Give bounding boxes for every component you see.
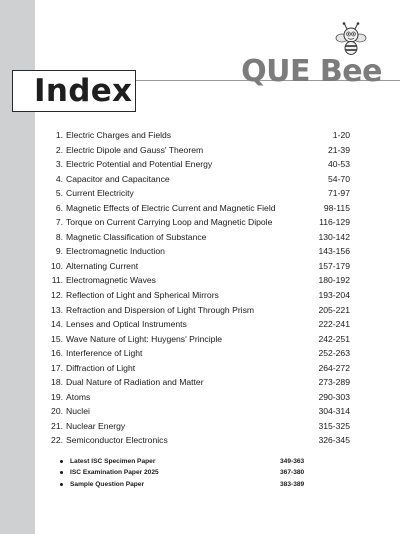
toc-number: 3. <box>55 159 63 170</box>
table-of-contents <box>50 128 350 448</box>
toc-pages: 222-241 <box>318 319 350 330</box>
toc-title: Nuclear Energy <box>66 420 126 431</box>
toc-pages: 205-221 <box>318 304 350 315</box>
toc-number: 7. <box>55 217 63 228</box>
toc-number: 6. <box>55 202 63 213</box>
toc-row <box>50 172 350 187</box>
logo-text: QUE Bee <box>241 54 382 89</box>
toc-number: 13. <box>51 304 63 315</box>
toc-number: 20. <box>51 406 63 417</box>
extra-row <box>60 456 350 467</box>
toc-row <box>50 375 350 390</box>
toc-title: Electric Potential and Potential Energy <box>66 159 213 170</box>
bullet-icon <box>60 460 63 463</box>
toc-pages: 157-179 <box>318 260 350 271</box>
toc-title: Wave Nature of Light: Huygens' Principle <box>66 333 223 344</box>
toc-row <box>50 317 350 332</box>
toc-pages: 273-289 <box>318 377 350 388</box>
toc-pages: 98-115 <box>323 202 350 213</box>
toc-number: 18. <box>51 377 63 388</box>
extra-pages: 367-380 <box>280 469 305 477</box>
toc-pages: 180-192 <box>318 275 350 286</box>
toc-number: 11. <box>51 275 63 286</box>
toc-row <box>50 419 350 434</box>
extra-title: Latest ISC Specimen Paper <box>70 458 156 465</box>
toc-pages: 54-70 <box>328 173 350 184</box>
toc-title: Electric Dipole and Gauss' Theorem <box>66 144 204 155</box>
toc-row <box>50 346 350 361</box>
toc-number: 17. <box>51 362 63 373</box>
extra-pages: 383-389 <box>280 480 305 488</box>
toc-row <box>50 259 350 274</box>
toc-number: 15. <box>51 333 63 344</box>
toc-title: Capacitor and Capacitance <box>66 173 170 184</box>
toc-pages: 264-272 <box>318 362 350 373</box>
toc-number: 14. <box>51 319 63 330</box>
toc-title: Magnetic Classification of Substance <box>66 231 207 242</box>
extra-row <box>60 479 350 490</box>
toc-row <box>50 157 350 172</box>
toc-title: Nuclei <box>66 406 90 417</box>
toc-title: Refraction and Dispersion of Light Through Prism <box>66 304 255 315</box>
extra-title: ISC Examination Paper 2025 <box>70 469 159 477</box>
extra-row <box>60 467 350 478</box>
toc-row <box>50 332 350 347</box>
toc-pages: 252-263 <box>318 348 350 359</box>
toc-pages: 304-314 <box>318 406 350 417</box>
toc-title: Dual Nature of Radiation and Matter <box>66 377 204 388</box>
toc-title: Magnetic Effects of Electric Current and Magnetic Field <box>66 202 276 213</box>
toc-row <box>50 230 350 245</box>
toc-pages: 1-20 <box>332 130 350 140</box>
toc-row <box>50 390 350 405</box>
toc-row <box>50 201 350 216</box>
toc-row <box>50 433 350 448</box>
toc-title: Electromagnetic Waves <box>66 275 156 286</box>
toc-number: 21. <box>51 420 63 431</box>
toc-title: Lenses and Optical Instruments <box>66 319 187 330</box>
toc-title: Electromagnetic Induction <box>66 246 165 257</box>
toc-number: 10. <box>51 260 63 271</box>
toc-title: Alternating Current <box>66 260 139 271</box>
toc-title: Semiconductor Electronics <box>66 435 168 446</box>
toc-number: 5. <box>55 188 63 199</box>
toc-pages: 242-251 <box>318 333 350 344</box>
toc-number: 19. <box>51 391 63 402</box>
toc-title: Electric Charges and Fields <box>66 130 172 140</box>
toc-row <box>50 404 350 419</box>
toc-pages: 326-345 <box>318 435 350 446</box>
toc-title: Interference of Light <box>66 348 143 359</box>
toc-row <box>50 128 350 143</box>
toc-number: 4. <box>55 173 63 184</box>
toc-pages: 71-97 <box>328 188 350 199</box>
toc-title: Atoms <box>66 391 91 402</box>
toc-title: Torque on Current Carrying Loop and Magnetic Dipole <box>66 217 273 228</box>
extra-title: Sample Question Paper <box>70 480 145 488</box>
toc-number: 1. <box>55 130 63 140</box>
toc-pages: 21-39 <box>328 144 350 155</box>
toc-pages: 290-303 <box>318 391 350 402</box>
toc-row <box>50 215 350 230</box>
toc-number: 22. <box>51 435 63 446</box>
toc-title: Reflection of Light and Spherical Mirrors <box>66 290 219 301</box>
extras-list <box>60 456 350 490</box>
toc-row <box>50 273 350 288</box>
toc-pages: 116-129 <box>319 217 350 228</box>
toc-row <box>50 143 350 158</box>
extra-pages: 349-363 <box>280 458 305 465</box>
bee-icon <box>334 22 368 56</box>
toc-row <box>50 288 350 303</box>
toc-number: 8. <box>55 231 63 242</box>
toc-number: 16. <box>51 348 63 359</box>
toc-number: 12. <box>51 290 63 301</box>
toc-pages: 315-325 <box>318 420 350 431</box>
page-title: Index <box>34 73 133 109</box>
toc-row <box>50 361 350 376</box>
toc-row <box>50 186 350 201</box>
toc-pages: 40-53 <box>328 159 350 170</box>
toc-pages: 143-156 <box>318 246 350 257</box>
toc-row <box>50 303 350 318</box>
toc-title: Current Electricity <box>66 188 134 199</box>
toc-row <box>50 244 350 259</box>
toc-pages: 193-204 <box>318 290 350 301</box>
toc-number: 2. <box>55 144 63 155</box>
brand-logo <box>241 22 390 89</box>
bullet-icon <box>60 483 63 486</box>
toc-number: 9. <box>55 246 63 257</box>
bullet-icon <box>60 471 63 474</box>
toc-pages: 130-142 <box>318 231 350 242</box>
toc-title: Diffraction of Light <box>66 362 136 373</box>
